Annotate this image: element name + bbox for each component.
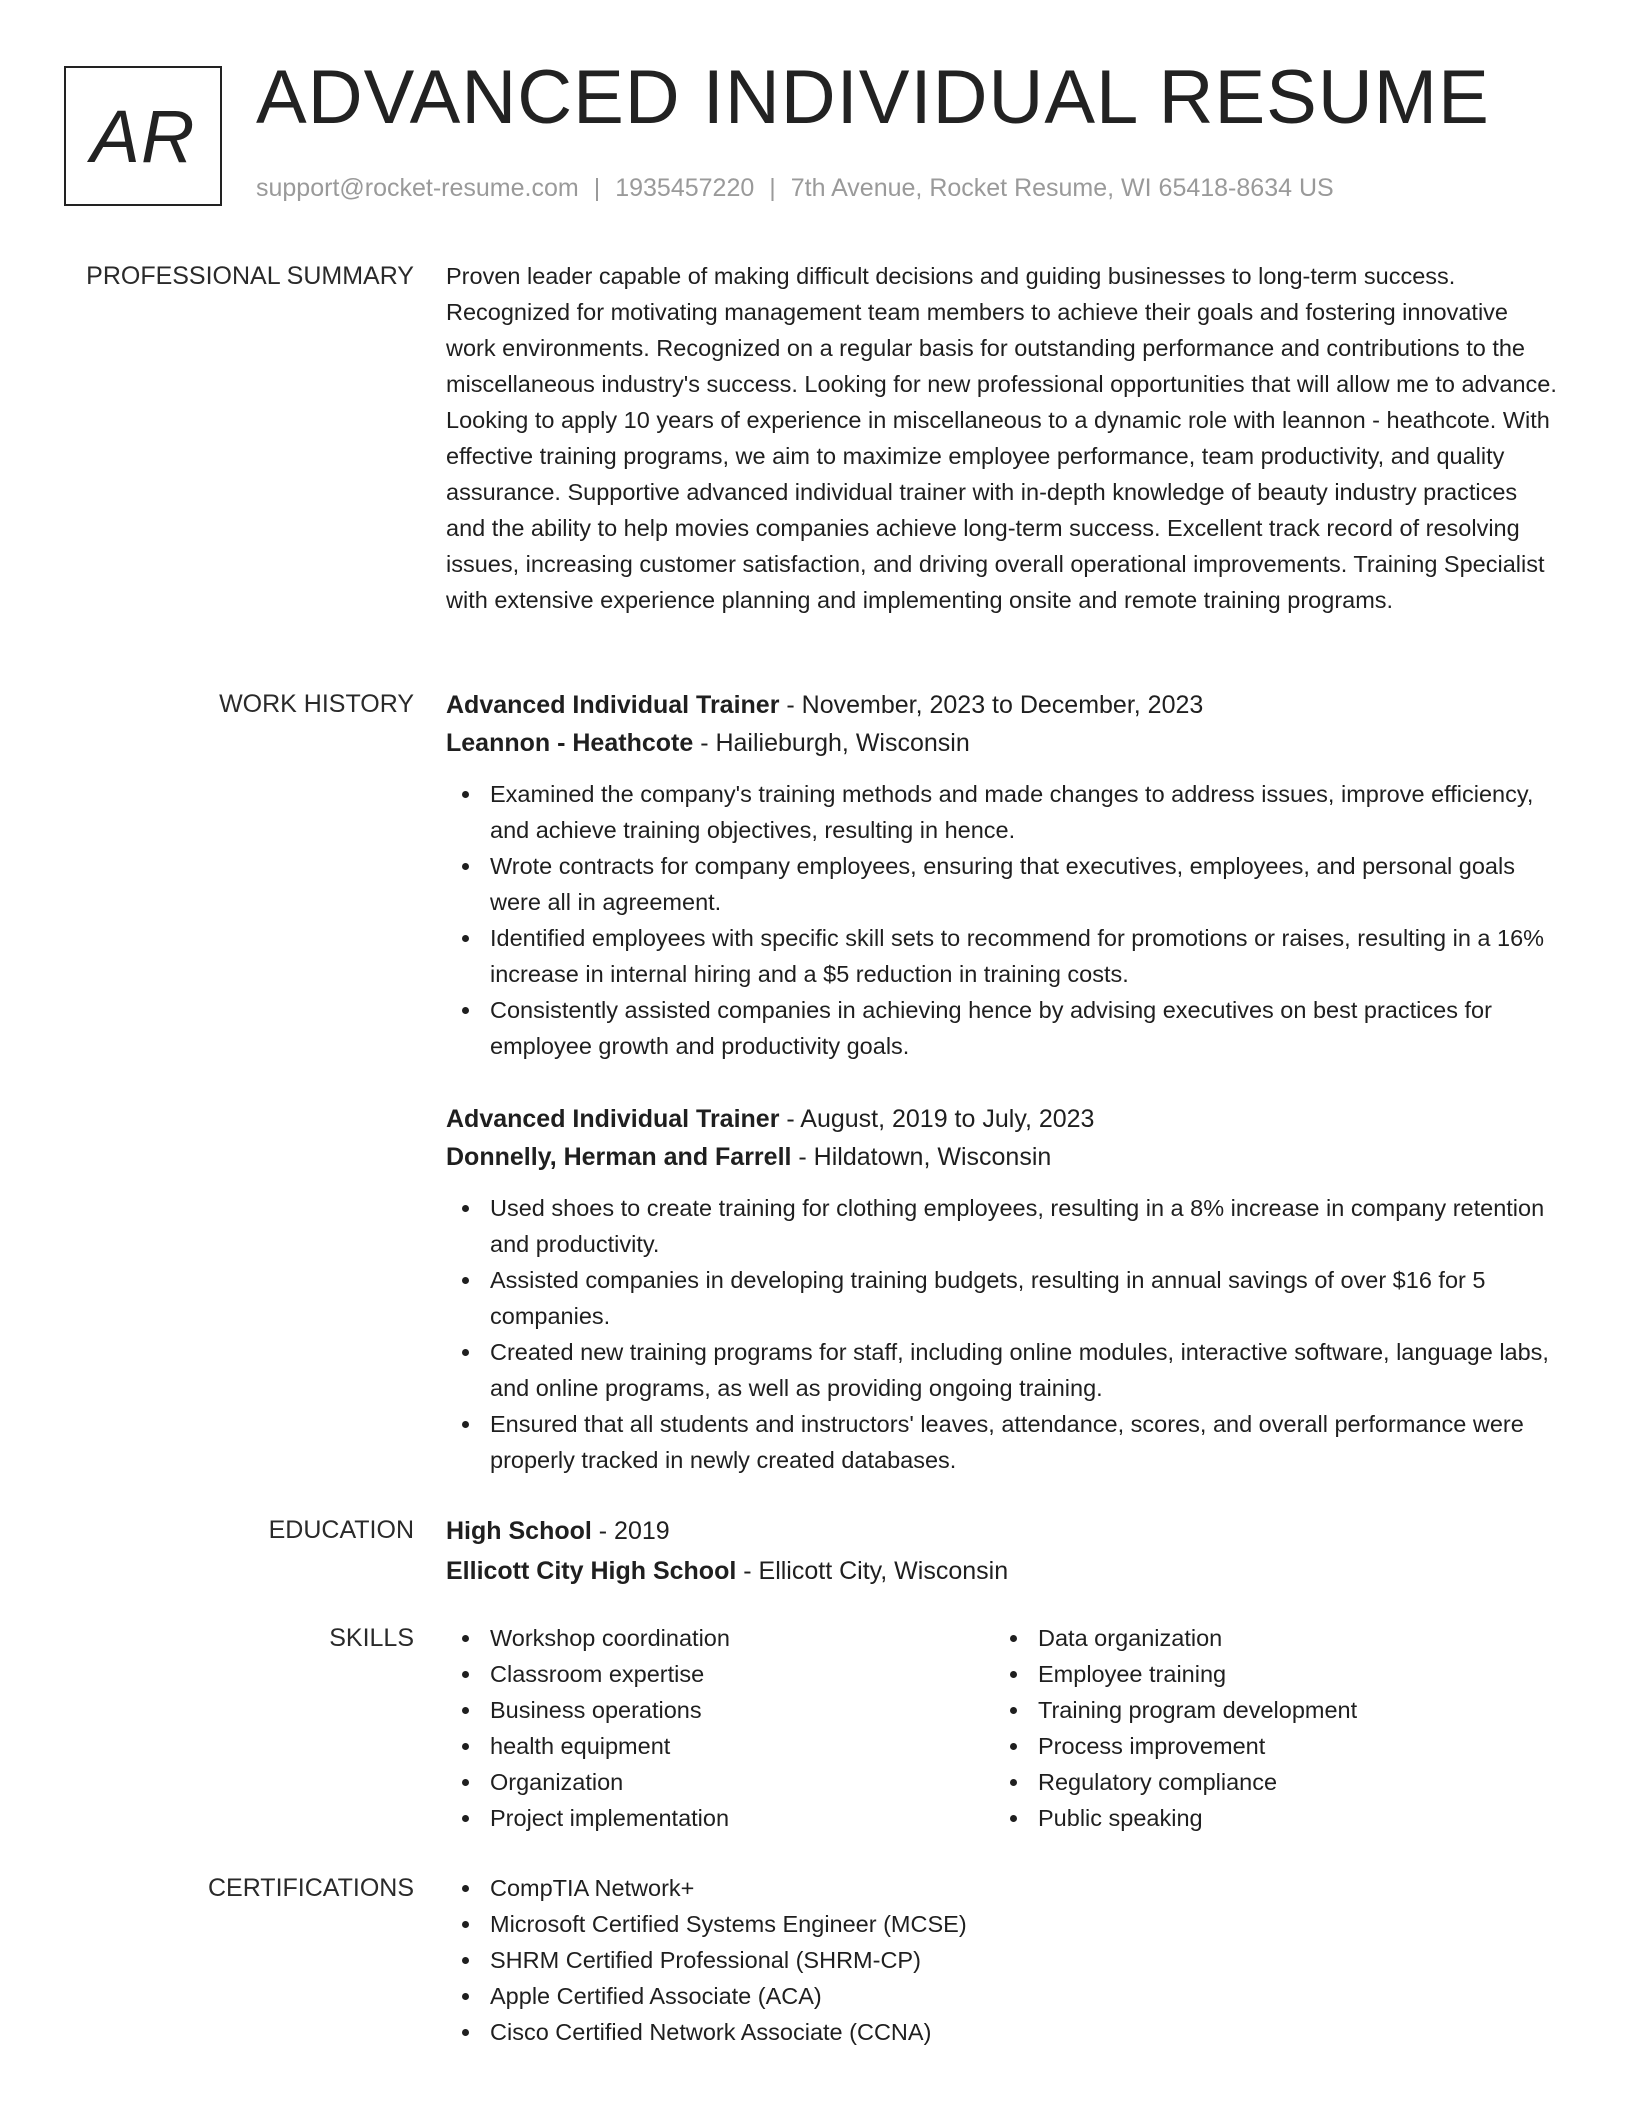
job-title-line — [446, 686, 1558, 724]
skill-item: Public speaking — [1038, 1800, 1542, 1836]
skill-item: Project implementation — [490, 1800, 994, 1836]
skill-item: Classroom expertise — [490, 1656, 994, 1692]
section-label-certifications: CERTIFICATIONS — [207, 1874, 414, 1902]
job-bullet: Consistently assisted companies in achieving hence by advising executives on best practices for employee growth and productivity goals. — [490, 992, 1558, 1064]
job-title: Advanced Individual Trainer — [446, 691, 780, 719]
job-bullet: Created new training programs for staff, including online modules, interactive software, language labs, and online programs, as well as providing ongoing training. — [490, 1334, 1558, 1406]
certification-item: Apple Certified Associate (ACA) — [490, 1978, 1558, 2014]
education-location: - Ellicott City, Wisconsin — [736, 1557, 1009, 1585]
skills-column-left — [446, 1620, 994, 1836]
education-body — [446, 1512, 1558, 1590]
contact-line — [256, 174, 1334, 203]
monogram-badge: AR — [64, 66, 222, 206]
job-entry — [446, 1100, 1558, 1478]
job-dates: - November, 2023 to December, 2023 — [779, 691, 1204, 719]
skills-list-right — [994, 1620, 1542, 1836]
education-school: Ellicott City High School — [446, 1557, 737, 1585]
certifications-list — [446, 1870, 1558, 2050]
contact-address: 7th Avenue, Rocket Resume, WI 65418-8634 US — [790, 174, 1334, 202]
job-bullet: Used shoes to create training for clothing employees, resulting in a 8% increase in company retention and productivity. — [490, 1190, 1558, 1262]
job-company-line — [446, 1138, 1558, 1176]
skill-item: Training program development — [1038, 1692, 1542, 1728]
job-location: - Hailieburgh, Wisconsin — [693, 729, 970, 757]
skill-item: Organization — [490, 1764, 994, 1800]
education-degree: High School — [446, 1517, 592, 1545]
section-label-summary: PROFESSIONAL SUMMARY — [86, 262, 414, 290]
job-company-line — [446, 724, 1558, 762]
certification-item: Microsoft Certified Systems Engineer (MCSE) — [490, 1906, 1558, 1942]
skill-item: Regulatory compliance — [1038, 1764, 1542, 1800]
job-entry — [446, 686, 1558, 1064]
job-title: Advanced Individual Trainer — [446, 1105, 780, 1133]
contact-email[interactable]: support@rocket-resume.com — [256, 174, 579, 202]
section-label-education: EDUCATION — [268, 1516, 414, 1544]
job-bullet: Assisted companies in developing training budgets, resulting in annual savings of over $16 for 5 companies. — [490, 1262, 1558, 1334]
skill-item: Workshop coordination — [490, 1620, 994, 1656]
job-bullet: Ensured that all students and instructors' leaves, attendance, scores, and overall performance were properly tracked in newly created databases. — [490, 1406, 1558, 1478]
education-degree-line — [446, 1512, 1558, 1550]
job-title-line — [446, 1100, 1558, 1138]
job-bullet: Identified employees with specific skill sets to recommend for promotions or raises, resulting in a 16% increase in internal hiring and a $5 reduction in training costs. — [490, 920, 1558, 992]
work-history-body — [446, 686, 1558, 1478]
job-bullets — [446, 1190, 1558, 1478]
job-company: Donnelly, Herman and Farrell — [446, 1143, 792, 1171]
skill-item: health equipment — [490, 1728, 994, 1764]
job-location: - Hildatown, Wisconsin — [791, 1143, 1052, 1171]
skill-item: Business operations — [490, 1692, 994, 1728]
skills-grid — [446, 1620, 1558, 1836]
education-year: - 2019 — [591, 1517, 670, 1545]
certification-item: Cisco Certified Network Associate (CCNA) — [490, 2014, 1558, 2050]
job-bullet: Wrote contracts for company employees, ensuring that executives, employees, and personal goals were all in agreement. — [490, 848, 1558, 920]
certification-item: CompTIA Network+ — [490, 1870, 1558, 1906]
summary-text: Proven leader capable of making difficult decisions and guiding businesses to long-term success. Recognized for motivating management team members to achieve their goals and fostering innovative work environments. Recognized on a regular basis for outstanding performance and contributions to the miscellaneous industry's success. Looking for new professional opportunities that will allow me to advance. Looking to apply 10 years of experience in miscellaneous to a dynamic role with leannon - heathcote. With effective training programs, we aim to maximize employee performance, team productivity, and quality assurance. Supportive advanced individual trainer with in-depth knowledge of beauty industry practices and the ability to help movies companies achieve long-term success. Excellent track record of resolving issues, increasing customer satisfaction, and driving overall operational improvements. Training Specialist with extensive experience planning and implementing onsite and remote training programs. — [446, 263, 1557, 613]
contact-separator: | — [769, 174, 776, 202]
job-bullet: Examined the company's training methods and made changes to address issues, improve efficiency, and achieve training objectives, resulting in hence. — [490, 776, 1558, 848]
skills-list-left — [446, 1620, 994, 1836]
skills-column-right — [994, 1620, 1542, 1836]
certifications-body — [446, 1870, 1558, 2050]
resume-title: ADVANCED INDIVIDUAL RESUME — [256, 55, 1490, 140]
job-dates: - August, 2019 to July, 2023 — [779, 1105, 1095, 1133]
contact-separator: | — [593, 174, 601, 202]
job-bullets — [446, 776, 1558, 1064]
skills-body — [446, 1620, 1558, 1836]
certification-item: SHRM Certified Professional (SHRM-CP) — [490, 1942, 1558, 1978]
contact-phone[interactable]: 1935457220 — [615, 174, 755, 202]
section-label-work-history: WORK HISTORY — [219, 690, 414, 718]
summary-body — [446, 258, 1558, 618]
education-school-line — [446, 1552, 1558, 1590]
skill-item: Data organization — [1038, 1620, 1542, 1656]
section-label-skills: SKILLS — [329, 1624, 414, 1652]
skill-item: Process improvement — [1038, 1728, 1542, 1764]
skill-item: Employee training — [1038, 1656, 1542, 1692]
job-company: Leannon - Heathcote — [446, 729, 694, 757]
